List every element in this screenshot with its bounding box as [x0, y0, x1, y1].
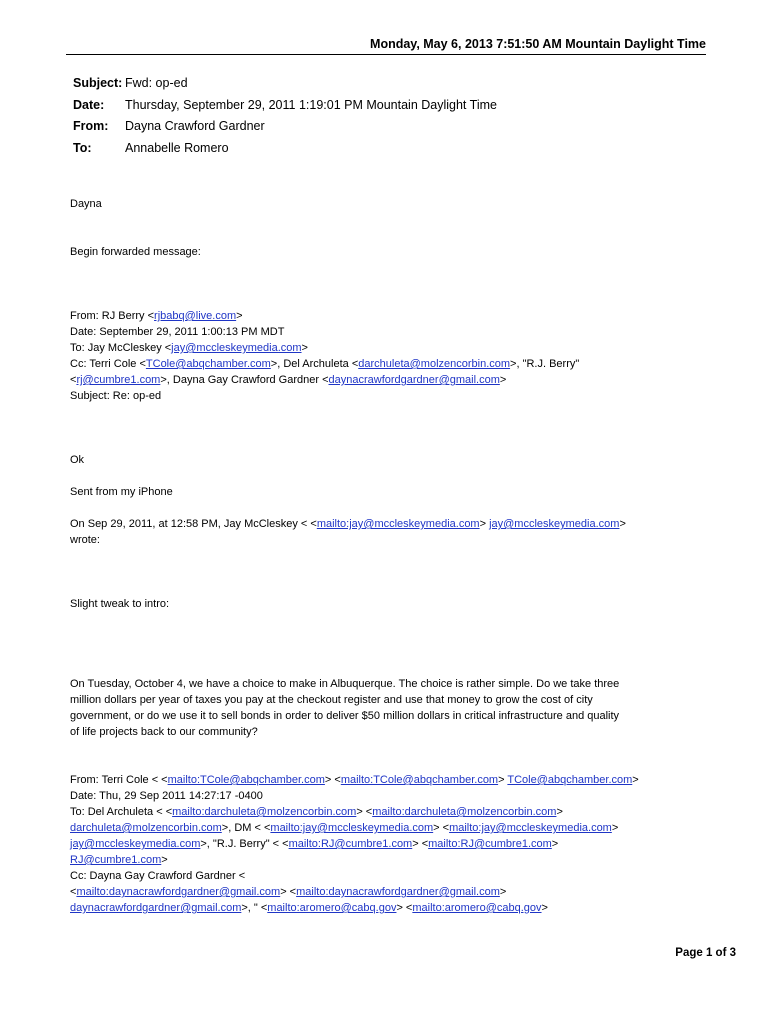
email-link[interactable]: daynacrawfordgardner@gmail.com — [70, 902, 242, 914]
meta-subject-key: Subject: — [73, 76, 123, 90]
fwd2-cc-line-cont: <mailto:daynacrawfordgardner@gmail.com> <mailto:daynacrawfordgardner@gmail.com> — [70, 886, 507, 898]
fwd2-to-line-cont: jay@mccleskeymedia.com>, "R.J. Berry" < <mailto:RJ@cumbre1.com> <mailto:RJ@cumbre1.com> — [70, 838, 559, 850]
email-link[interactable]: TCole@abqchamber.com — [507, 774, 633, 786]
email-link[interactable]: darchuleta@molzencorbin.com — [358, 358, 511, 370]
email-link[interactable]: jay@mccleskeymedia.com — [171, 342, 302, 354]
sent-from-line: Sent from my iPhone — [70, 486, 173, 498]
meta-date-key: Date: — [73, 97, 105, 112]
fwd2-to-line-cont: darchuleta@molzencorbin.com>, DM < <mailto:jay@mccleskeymedia.com> <mailto:jay@mccleskeymedia.com> — [70, 822, 619, 834]
email-meta-block — [73, 73, 497, 159]
meta-subject-row — [73, 73, 497, 95]
email-link[interactable]: rj@cumbre1.com — [76, 374, 161, 386]
email-link[interactable]: mailto:darchuleta@molzencorbin.com — [372, 806, 557, 818]
email-link[interactable]: mailto:RJ@cumbre1.com — [428, 838, 552, 850]
email-link[interactable]: mailto:RJ@cumbre1.com — [288, 838, 413, 850]
fwd2-from-line: From: Terri Cole < <mailto:TCole@abqchamber.com> <mailto:TCole@abqchamber.com> TCole@abqchamber.com> — [70, 774, 639, 786]
email-link[interactable]: mailto:daynacrawfordgardner@gmail.com — [296, 886, 500, 898]
email-link[interactable]: mailto:TCole@abqchamber.com — [340, 774, 499, 786]
fwd1-from-line: From: RJ Berry <rjbabq@live.com> — [70, 310, 243, 322]
fwd1-to-line: To: Jay McCleskey <jay@mccleskeymedia.com> — [70, 342, 308, 354]
fwd2-cc-line: Cc: Dayna Gay Crawford Gardner < — [70, 870, 246, 882]
op-ed-paragraph-line: government, or do we use it to sell bonds in order to deliver $50 million dollars in critical infrastructure and quality — [70, 710, 620, 722]
greeting: Dayna — [70, 198, 102, 210]
quote-wrote: wrote: — [70, 534, 100, 546]
fwd1-subject-line: Subject: Re: op-ed — [70, 390, 162, 402]
meta-date-value: Thursday, September 29, 2011 1:19:01 PM Mountain Daylight Time — [125, 97, 497, 112]
print-header-timestamp: Monday, May 6, 2013 7:51:50 AM Mountain Daylight Time — [370, 37, 706, 51]
email-link[interactable]: mailto:daynacrawfordgardner@gmail.com — [76, 886, 281, 898]
email-link[interactable]: TCole@abqchamber.com — [145, 358, 271, 370]
fwd2-to-line-cont: RJ@cumbre1.com> — [70, 854, 168, 866]
email-link[interactable]: mailto:aromero@cabq.gov — [267, 902, 397, 914]
email-link[interactable]: mailto:aromero@cabq.gov — [412, 902, 542, 914]
email-link[interactable]: rjbabq@live.com — [154, 310, 237, 322]
fwd1-cc-line-cont: <rj@cumbre1.com>, Dayna Gay Crawford Gardner <daynacrawfordgardner@gmail.com> — [70, 374, 507, 386]
op-ed-paragraph-line: of life projects back to our community? — [70, 726, 258, 738]
meta-subject-value: Fwd: op-ed — [125, 76, 188, 90]
email-link[interactable]: mailto:jay@mccleskeymedia.com — [449, 822, 612, 834]
email-link[interactable]: mailto:jay@mccleskeymedia.com — [316, 518, 480, 530]
meta-to-value: Annabelle Romero — [125, 140, 229, 155]
op-ed-paragraph-line: million dollars per year of taxes you pay at the checkout register and use that money to grow the cost of city — [70, 694, 593, 706]
email-link[interactable]: mailto:TCole@abqchamber.com — [167, 774, 325, 786]
meta-to-row — [73, 138, 497, 160]
email-link[interactable]: daynacrawfordgardner@gmail.com — [328, 374, 500, 386]
email-link[interactable]: darchuleta@molzencorbin.com — [70, 822, 222, 834]
meta-from-value: Dayna Crawford Gardner — [125, 119, 265, 133]
email-link[interactable]: jay@mccleskeymedia.com — [70, 838, 201, 850]
fwd2-to-line: To: Del Archuleta < <mailto:darchuleta@molzencorbin.com> <mailto:darchuleta@molzencorbin.com> — [70, 806, 563, 818]
meta-to-key: To: — [73, 140, 92, 155]
fwd2-date-line: Date: Thu, 29 Sep 2011 14:27:17 -0400 — [70, 790, 263, 802]
fwd1-cc-line: Cc: Terri Cole <TCole@abqchamber.com>, Del Archuleta <darchuleta@molzencorbin.com>, "R.J. Berry" — [70, 358, 580, 370]
forward-intro: Begin forwarded message: — [70, 246, 201, 258]
page-number: Page 1 of 3 — [675, 947, 736, 959]
meta-from-row — [73, 116, 497, 138]
reply-ok: Ok — [70, 454, 85, 466]
fwd1-date-line: Date: September 29, 2011 1:00:13 PM MDT — [70, 326, 285, 338]
email-link[interactable]: jay@mccleskeymedia.com — [489, 518, 620, 530]
quote-attribution: On Sep 29, 2011, at 12:58 PM, Jay McCleskey < <mailto:jay@mccleskeymedia.com> jay@mccleskeymedia.com> — [70, 518, 626, 530]
fwd2-cc-line-cont: daynacrawfordgardner@gmail.com>, " <mailto:aromero@cabq.gov> <mailto:aromero@cabq.gov> — [70, 902, 548, 914]
header-divider — [66, 54, 706, 55]
slight-tweak-line: Slight tweak to intro: — [70, 598, 170, 610]
meta-date-row — [73, 95, 497, 117]
email-link[interactable]: mailto:jay@mccleskeymedia.com — [270, 822, 434, 834]
email-link[interactable]: RJ@cumbre1.com — [70, 854, 162, 866]
op-ed-paragraph-line: On Tuesday, October 4, we have a choice to make in Albuquerque. The choice is rather simple. Do we take three — [70, 678, 620, 690]
email-link[interactable]: mailto:darchuleta@molzencorbin.com — [172, 806, 357, 818]
meta-from-key: From: — [73, 119, 109, 133]
